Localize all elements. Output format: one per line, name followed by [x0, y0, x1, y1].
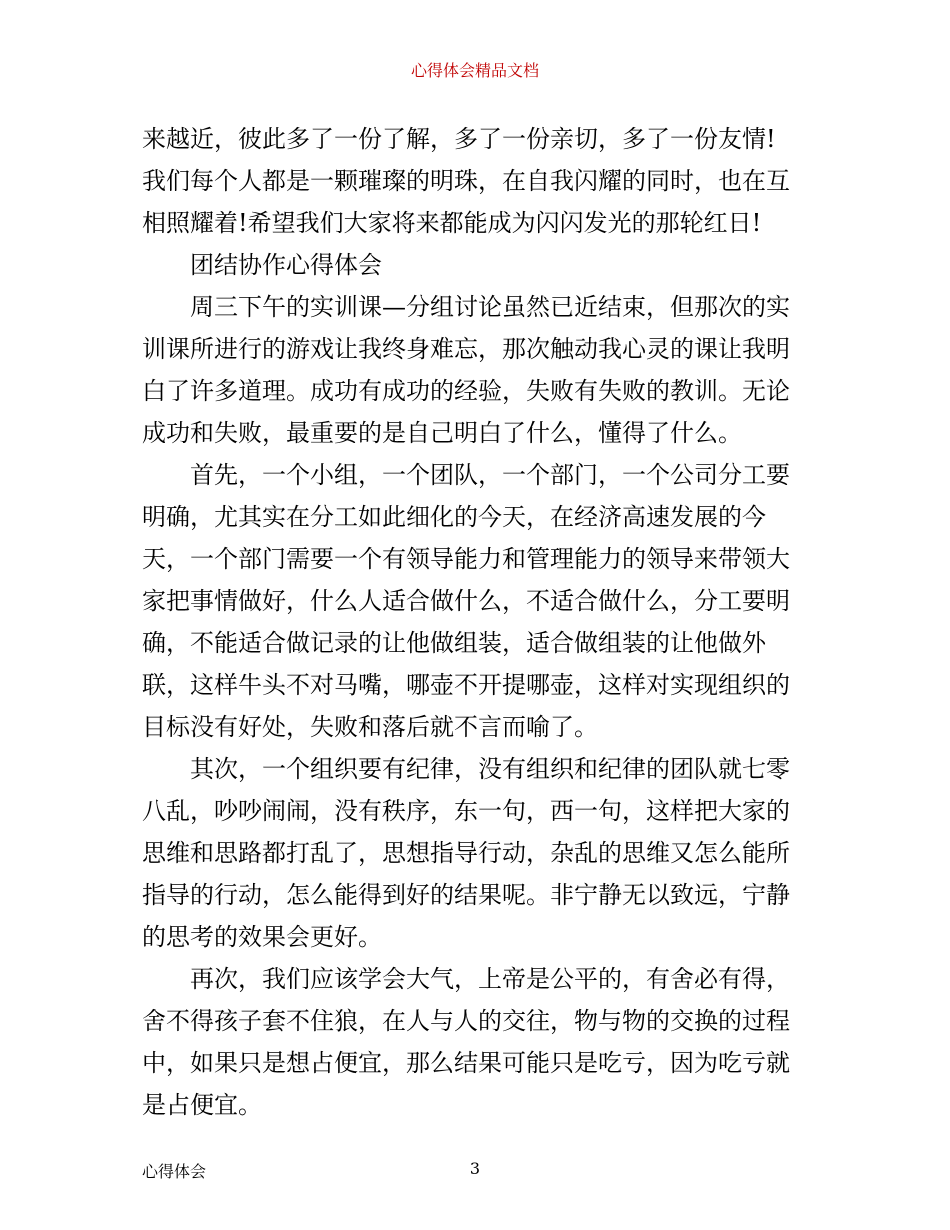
page-header-title: 心得体会精品文档	[410, 61, 539, 80]
text-line: 指导的行动，怎么能得到好的结果呢。非宁静无以致远，宁静	[142, 881, 790, 909]
page-number: 3	[469, 1159, 481, 1178]
text-line: 周三下午的实训课—分组讨论虽然已近结束，但那次的实	[190, 293, 790, 321]
text-line: 的思考的效果会更好。	[142, 923, 382, 951]
text-line: 联，这样牛头不对马嘴，哪壶不开提哪壶，这样对实现组织的	[142, 671, 790, 699]
text-line: 首先，一个小组，一个团队，一个部门，一个公司分工要	[190, 461, 790, 489]
text-line: 确，不能适合做记录的让他做组装，适合做组装的让他做外	[142, 629, 766, 657]
text-line: 相照耀着!希望我们大家将来都能成为闪闪发光的那轮红日!	[142, 209, 762, 237]
text-line: 舍不得孩子套不住狼，在人与人的交往，物与物的交换的过程	[142, 1007, 790, 1035]
section-heading: 团结协作心得体会	[190, 251, 382, 279]
text-line: 来越近，彼此多了一份了解，多了一份亲切，多了一份友情!	[142, 125, 776, 153]
text-line: 思维和思路都打乱了，思想指导行动，杂乱的思维又怎么能所	[142, 839, 790, 867]
text-line: 明确，尤其实在分工如此细化的今天，在经济高速发展的今	[142, 503, 766, 531]
text-line: 我们每个人都是一颗璀璨的明珠，在自我闪耀的同时，也在互	[142, 167, 790, 195]
text-line: 天，一个部门需要一个有领导能力和管理能力的领导来带领大	[142, 545, 790, 573]
text-line: 白了许多道理。成功有成功的经验，失败有失败的教训。无论	[142, 377, 790, 405]
footer-label: 心得体会	[142, 1162, 207, 1181]
text-line: 中，如果只是想占便宜，那么结果可能只是吃亏，因为吃亏就	[142, 1049, 790, 1077]
text-line: 成功和失败，最重要的是自己明白了什么，懂得了什么。	[142, 419, 742, 447]
text-line: 家把事情做好，什么人适合做什么，不适合做什么，分工要明	[142, 587, 790, 615]
document-body	[142, 118, 810, 1126]
text-line: 其次，一个组织要有纪律，没有组织和纪律的团队就七零	[190, 755, 790, 783]
text-line: 再次，我们应该学会大气，上帝是公平的，有舍必有得，	[190, 965, 790, 993]
text-line: 训课所进行的游戏让我终身难忘，那次触动我心灵的课让我明	[142, 335, 790, 363]
text-line: 目标没有好处，失败和落后就不言而喻了。	[142, 713, 598, 741]
text-line: 是占便宜。	[142, 1091, 262, 1119]
text-line: 八乱，吵吵闹闹，没有秩序，东一句，西一句，这样把大家的	[142, 797, 790, 825]
